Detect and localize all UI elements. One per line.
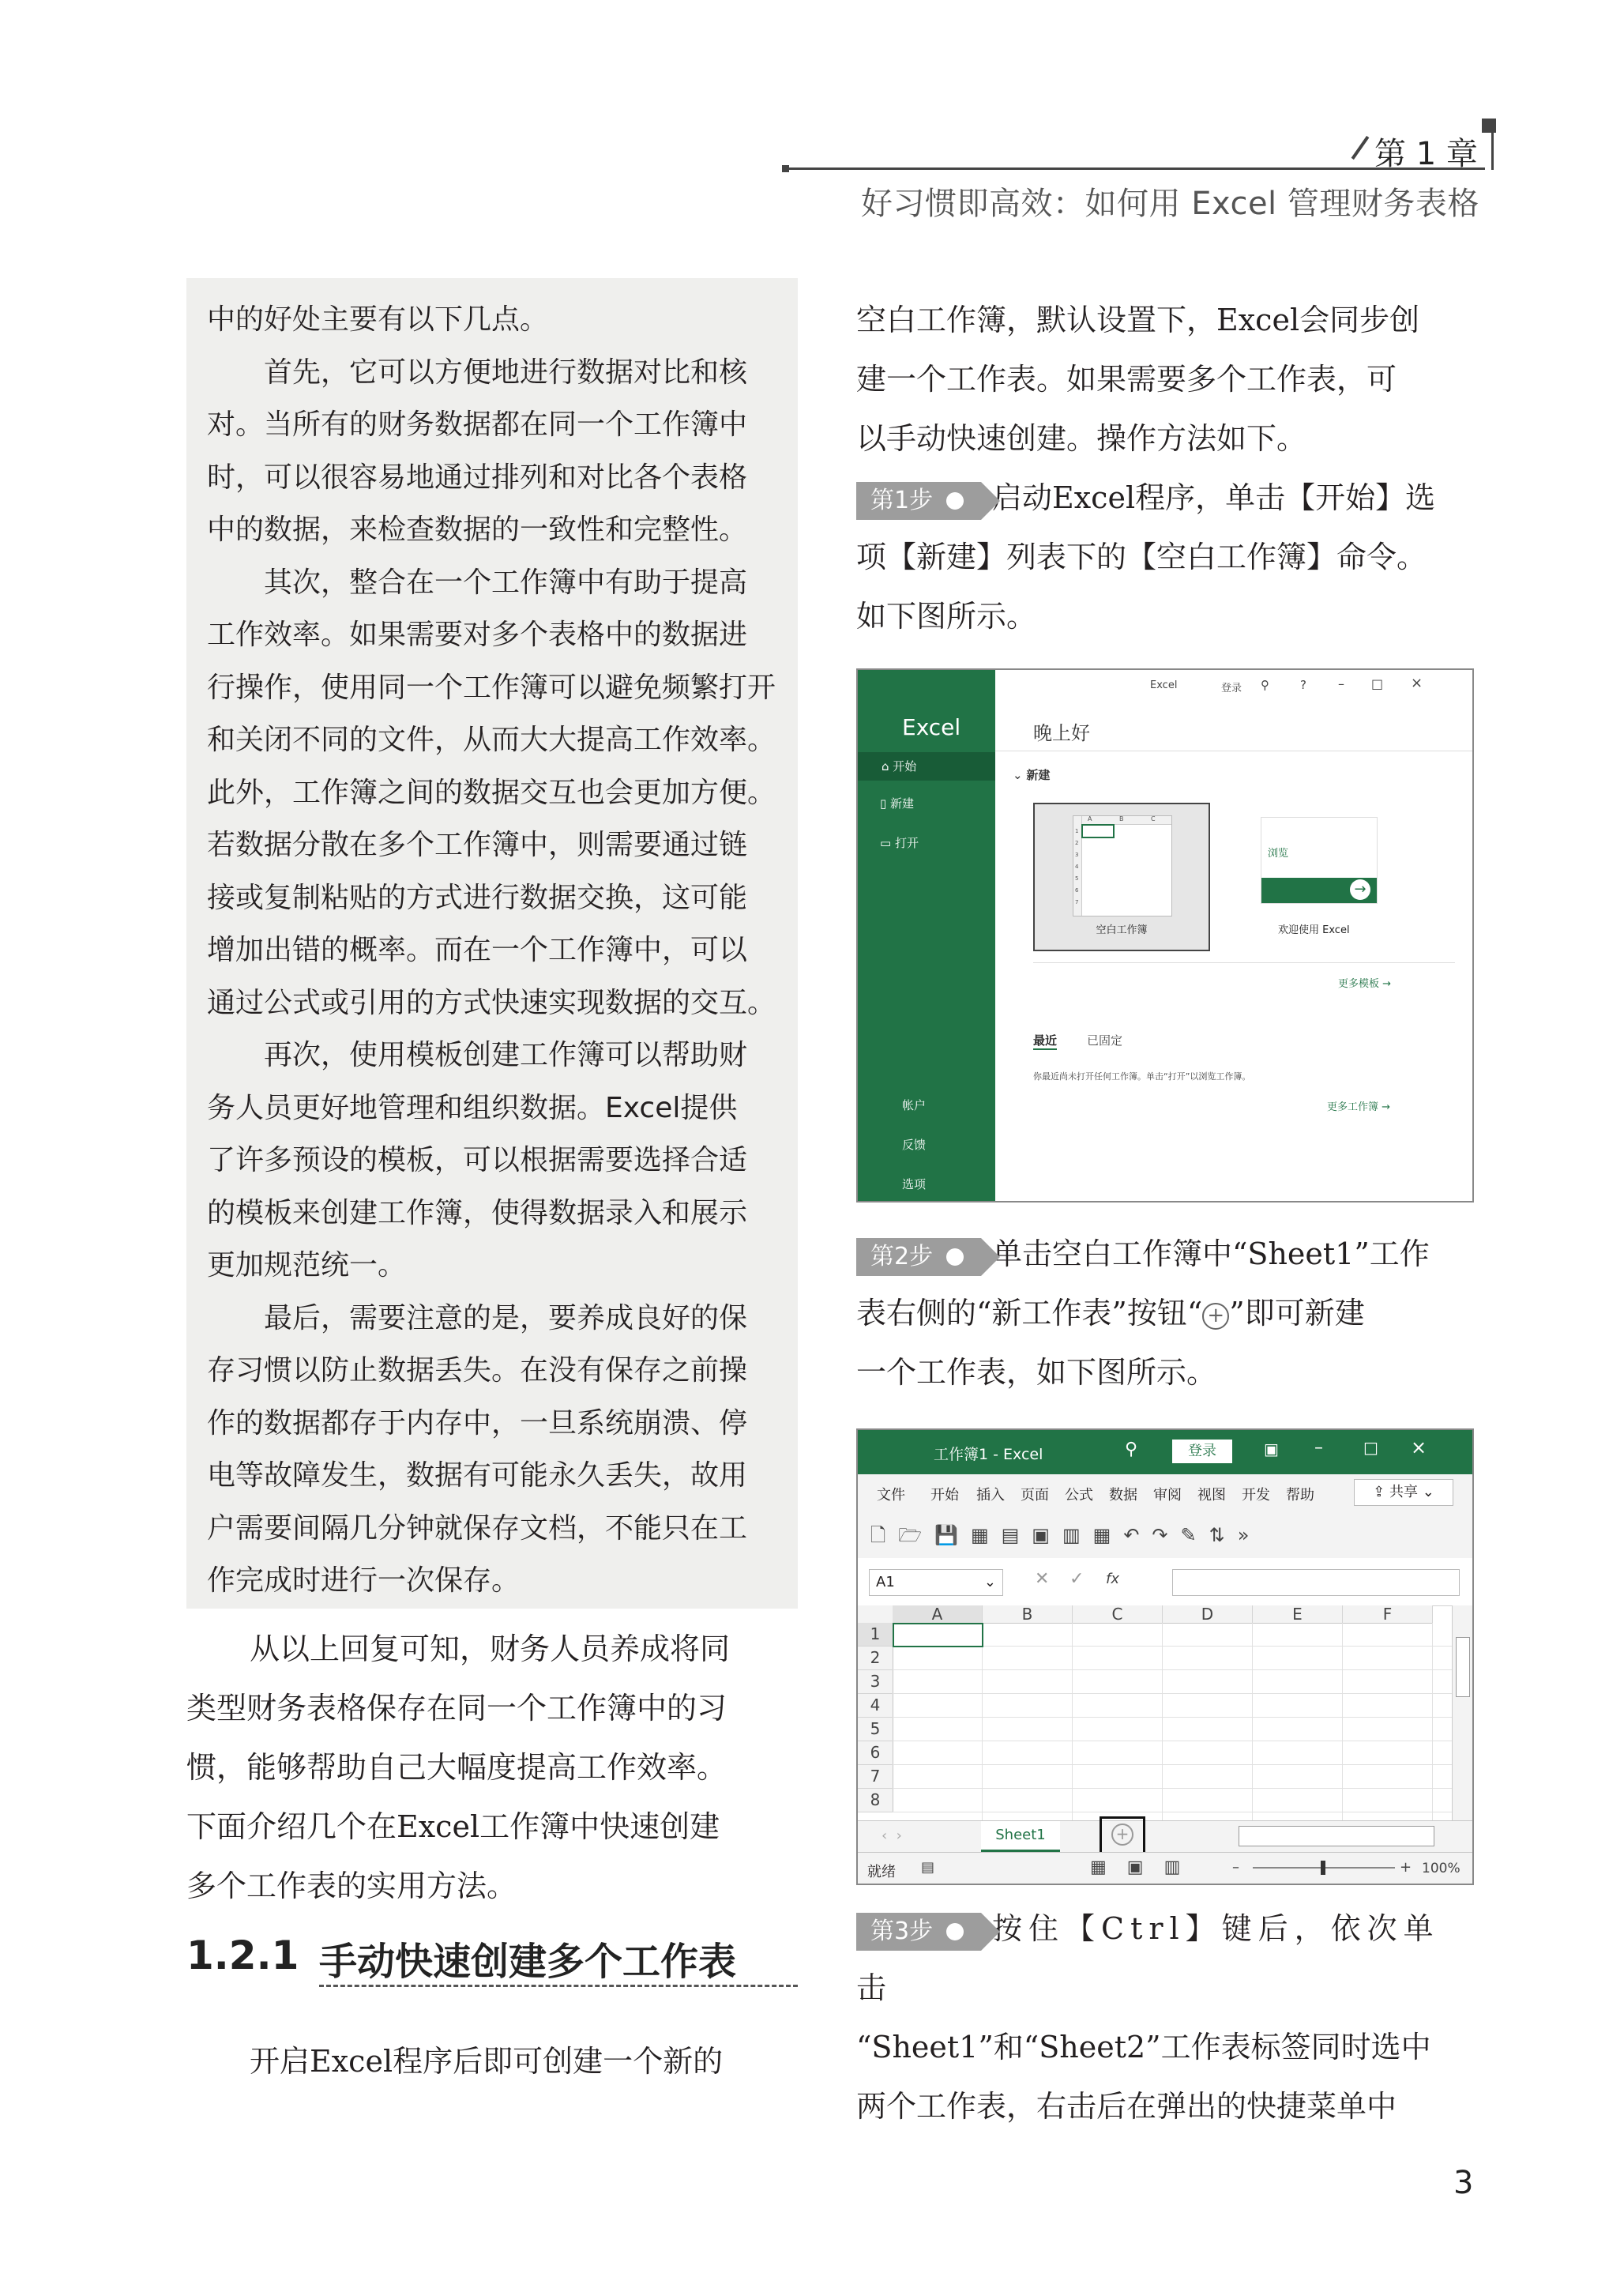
body-line: 从以上回复可知，财务人员养成将同 [250, 1632, 731, 1666]
callout-line: 最后，需要注意的是，要养成良好的保 [264, 1301, 748, 1334]
row-header[interactable]: 3 [858, 1670, 893, 1694]
step-2-paragraph [856, 1225, 1472, 1402]
body-line: 空白工作簿，默认设置下，Excel会同步创 [856, 303, 1420, 337]
step-3-paragraph [856, 1899, 1472, 2136]
search-icon[interactable]: ⚲ [1125, 1440, 1138, 1459]
column-header[interactable]: A [893, 1605, 983, 1624]
callout-line: 通过公式或引用的方式快速实现数据的交互。 [207, 986, 776, 1019]
col-c: C [1151, 815, 1156, 822]
window-title: 工作簿1 - Excel [934, 1446, 1043, 1463]
section-number: 1.2.1 [186, 1933, 299, 1978]
callout-line: 更加规范统一。 [207, 1249, 407, 1282]
status-bar [858, 1852, 1472, 1884]
nav-account[interactable]: 帐户 [902, 1098, 927, 1112]
callout-line: 若数据分散在多个工作簿中，则需要通过链 [207, 829, 748, 861]
close-button[interactable]: × [1411, 675, 1423, 691]
maximize-button[interactable]: □ [1371, 676, 1384, 691]
body-line: 多个工作表的实用方法。 [186, 1869, 517, 1903]
tab-view[interactable]: 视图 [1197, 1487, 1226, 1504]
vertical-scrollbar[interactable] [1452, 1605, 1473, 1820]
body-line: 以手动快速创建。操作方法如下。 [856, 421, 1307, 456]
more-templates-link[interactable]: 更多模板 → [1338, 978, 1392, 990]
step-3 [856, 1899, 1472, 2018]
plus-circle-icon: + [1111, 1823, 1133, 1846]
row-header[interactable]: 2 [858, 1647, 893, 1670]
excel-start-screenshot [856, 668, 1474, 1202]
chapter-corner [1482, 119, 1496, 133]
tab-data[interactable]: 数据 [1109, 1487, 1137, 1504]
tab-page-layout[interactable]: 页面 [1021, 1487, 1049, 1504]
greeting: 晚上好 [1033, 722, 1090, 744]
callout-line: 了许多预设的模板，可以根据需要选择合适 [207, 1144, 748, 1176]
cancel-icon[interactable]: ✕ [1035, 1569, 1050, 1589]
window-title: Excel [1150, 679, 1178, 691]
arrow-right-icon: → [1350, 879, 1370, 900]
blank-workbook-tile[interactable] [1033, 803, 1210, 951]
callout-text [207, 294, 791, 1608]
blank-workbook-label: 空白工作簿 [1096, 924, 1148, 936]
tab-scroll-arrows[interactable]: ‹ › [882, 1827, 902, 1844]
body-line: 一个工作表，如下图所示。 [856, 1355, 1217, 1390]
zoom-thumb[interactable] [1321, 1861, 1325, 1875]
sign-in-link[interactable]: 登录 [1221, 683, 1242, 694]
step-2 [856, 1225, 1472, 1284]
col-a: A [1088, 815, 1092, 822]
callout-line: 作完成时进行一次保存。 [207, 1564, 521, 1597]
callout-line: 中的数据，来检查数据的一致性和完整性。 [207, 514, 748, 546]
callout-line: 行操作，使用同一个工作簿可以避免频繁打开 [207, 671, 776, 704]
select-all-corner[interactable] [858, 1605, 893, 1624]
minimize-button[interactable]: – [1314, 1438, 1323, 1458]
zoom-level: 100% [1422, 1861, 1460, 1876]
view-icons[interactable]: ▦▣▥ [1090, 1857, 1201, 1877]
share-button[interactable]: ⇪ 共享 ⌄ [1354, 1479, 1453, 1506]
body-line: 如下图所示。 [856, 599, 1037, 634]
callout-line: 增加出错的概率。而在一个工作簿中，可以 [207, 934, 748, 966]
app-name: Excel [902, 714, 961, 740]
row-header[interactable]: 8 [858, 1789, 893, 1812]
nav-feedback[interactable]: 反馈 [902, 1138, 927, 1152]
active-cell-a1[interactable] [893, 1623, 983, 1647]
tab-pinned[interactable]: 已固定 [1087, 1033, 1123, 1048]
callout-line: 首先，它可以方便地进行数据对比和核 [264, 356, 748, 389]
row-header[interactable]: 1 [858, 1623, 893, 1647]
recent-empty-message: 你最近尚未打开任何工作簿。单击“打开”以浏览工作簿。 [1033, 1071, 1251, 1082]
more-workbooks-link[interactable]: 更多工作簿 → [1327, 1101, 1391, 1113]
check-icon[interactable]: ✓ [1070, 1569, 1085, 1589]
body-paragraph [186, 1620, 798, 1916]
sign-in-button[interactable]: 登录 [1172, 1440, 1232, 1463]
welcome-label: 欢迎使用 Excel [1278, 924, 1350, 936]
step-badge: 第2步 [856, 1238, 981, 1276]
new-sheet-icon: + [1202, 1303, 1229, 1330]
step-badge: 第3步 [856, 1913, 981, 1951]
body-line: 建一个工作表。如果需要多个工作表，可 [856, 362, 1397, 397]
status-ready: 就绪 [867, 1864, 896, 1880]
close-button[interactable]: × [1411, 1436, 1427, 1458]
body-line: 表右侧的“新工作表”按钮“ + ”即可新建 [856, 1296, 1365, 1330]
callout-line: 和关闭不同的文件，从而大大提高工作效率。 [207, 724, 776, 756]
divider [1033, 962, 1455, 963]
new-sheet-button[interactable] [1100, 1816, 1145, 1854]
tab-home[interactable]: 开始 [930, 1487, 959, 1504]
callout-line: 存习惯以防止数据丢失。在没有保存之前操 [207, 1354, 748, 1387]
nav-home[interactable]: ⌂ 开始 [858, 752, 995, 781]
section-title: 手动快速创建多个工作表 [319, 1940, 737, 1984]
toolbar-icons[interactable]: 🗋🗁💾▦▤▣▥▦↶↷✎⇅» [870, 1524, 1262, 1546]
backstage-sidebar [858, 670, 995, 1201]
callout-line: 工作效率。如果需要对多个表格中的数据进 [207, 619, 748, 651]
tab-recent[interactable]: 最近 [1033, 1032, 1057, 1050]
sheet-tab-sheet1[interactable]: Sheet1 [981, 1821, 1060, 1852]
title-bar [858, 1430, 1472, 1474]
column-header[interactable]: F [1343, 1605, 1433, 1624]
callout-line: 再次，使用模板创建工作簿可以帮助财 [264, 1039, 748, 1071]
welcome-tile[interactable] [1261, 817, 1378, 904]
horizontal-scrollbar[interactable] [1239, 1826, 1434, 1846]
callout-line: 务人员更好地管理和组织数据。Excel提供 [207, 1091, 738, 1124]
tab-formulas[interactable]: 公式 [1065, 1487, 1093, 1504]
step-text: 按住【Ctrl】键后，依次单击 [856, 1911, 1440, 2005]
row-header[interactable]: 6 [858, 1741, 893, 1765]
body-line: 两个工作表，右击后在弹出的快捷菜单中 [856, 2089, 1397, 2124]
section-underline [319, 1985, 798, 1987]
ribbon-tabs [858, 1474, 1472, 1511]
chapter-label: 第 1 章 [1374, 136, 1478, 172]
formula-input[interactable] [1172, 1569, 1460, 1596]
chapter-tick [1351, 136, 1370, 160]
nav-new[interactable]: ▯ 新建 [880, 796, 915, 811]
running-title: 好习惯即高效：如何用 Excel 管理财务表格 [861, 186, 1479, 222]
page-number: 3 [1453, 2165, 1474, 2201]
browse-text: 浏览 [1268, 848, 1289, 860]
zoom-out-button[interactable]: – [1232, 1859, 1239, 1876]
tab-file[interactable]: 文件 [877, 1487, 905, 1504]
excel-workbook-screenshot [856, 1428, 1474, 1885]
people-icon[interactable]: ⚲ [1261, 678, 1269, 692]
callout-line: 此外，工作簿之间的数据交互也会更加方便。 [207, 776, 776, 809]
body-line: 下面介绍几个在Excel工作簿中快速创建 [186, 1809, 720, 1844]
step-text: 单击空白工作簿中“Sheet1”工作 [992, 1236, 1430, 1271]
macro-icon[interactable]: ▤ [921, 1859, 935, 1876]
callout-line: 电等故障发生，数据有可能永久丢失，故用 [207, 1459, 748, 1492]
chapter-vline [1491, 129, 1494, 170]
intro-paragraph [856, 291, 1472, 646]
formula-bar [858, 1558, 1472, 1606]
quick-access-toolbar [858, 1511, 1472, 1559]
column-header[interactable]: D [1163, 1605, 1253, 1624]
callout-line: 户需要间隔几分钟就保存文档，不能只在工 [207, 1511, 748, 1545]
worksheet-grid[interactable] [858, 1605, 1452, 1820]
col-b: B [1119, 815, 1124, 822]
callout-line: 作的数据都存于内存中，一旦系统崩溃、停 [207, 1406, 748, 1440]
row-header[interactable]: 4 [858, 1694, 893, 1718]
minimize-button[interactable]: – [1338, 676, 1344, 691]
body-line: 项【新建】列表下的【空白工作簿】命令。 [856, 540, 1427, 574]
body-line: 开启Excel程序后即可创建一个新的 [250, 2044, 724, 2079]
callout-line: 中的好处主要有以下几点。 [207, 303, 549, 336]
callout-line: 的模板来创建工作簿，使得数据录入和展示 [207, 1196, 748, 1229]
callout-line: 对。当所有的财务数据都在同一个工作簿中 [207, 408, 748, 441]
row-header[interactable]: 5 [858, 1718, 893, 1741]
nav-open[interactable]: ▭ 打开 [880, 836, 919, 850]
row-header[interactable]: 7 [858, 1765, 893, 1789]
zoom-in-button[interactable]: + [1400, 1859, 1412, 1876]
tab-review[interactable]: 审阅 [1153, 1487, 1182, 1504]
step-1 [856, 469, 1472, 528]
column-header[interactable]: E [1253, 1605, 1343, 1624]
help-button[interactable]: ? [1300, 678, 1306, 692]
step-text: 启动Excel程序，单击【开始】选 [992, 480, 1436, 515]
column-header[interactable]: C [1073, 1605, 1163, 1624]
step-badge: 第1步 [856, 482, 981, 520]
body-line: “Sheet1”和“Sheet2”工作表标签同时选中 [856, 2030, 1431, 2064]
new-section: ⌄ 新建 [1013, 768, 1051, 782]
callout-line: 接或复制粘贴的方式进行数据交换，这可能 [207, 881, 748, 914]
blank-sheet-thumbnail [1073, 815, 1172, 916]
insert-function-button[interactable]: fx [1106, 1571, 1119, 1587]
ribbon-display-icon[interactable]: ▣ [1264, 1440, 1279, 1458]
maximize-button[interactable]: □ [1363, 1438, 1378, 1457]
body-line: 类型财务表格保存在同一个工作簿中的习 [186, 1691, 727, 1726]
tab-developer[interactable]: 开发 [1242, 1487, 1270, 1504]
name-box[interactable]: A1 ⌄ [869, 1569, 1003, 1596]
nav-options[interactable]: 选项 [902, 1177, 927, 1191]
callout-line: 其次，整合在一个工作簿中有助于提高 [264, 566, 748, 599]
body-line: 惯，能够帮助自己大幅度提高工作效率。 [186, 1750, 727, 1785]
tab-insert[interactable]: 插入 [976, 1487, 1005, 1504]
row-numbers: 1 2 3 4 5 6 7 [1075, 828, 1079, 905]
column-header[interactable]: B [983, 1605, 1073, 1624]
callout-line: 时，可以很容易地通过排列和对比各个表格 [207, 461, 748, 494]
tab-help[interactable]: 帮助 [1286, 1487, 1314, 1504]
sheet-tabs-bar [858, 1820, 1472, 1853]
